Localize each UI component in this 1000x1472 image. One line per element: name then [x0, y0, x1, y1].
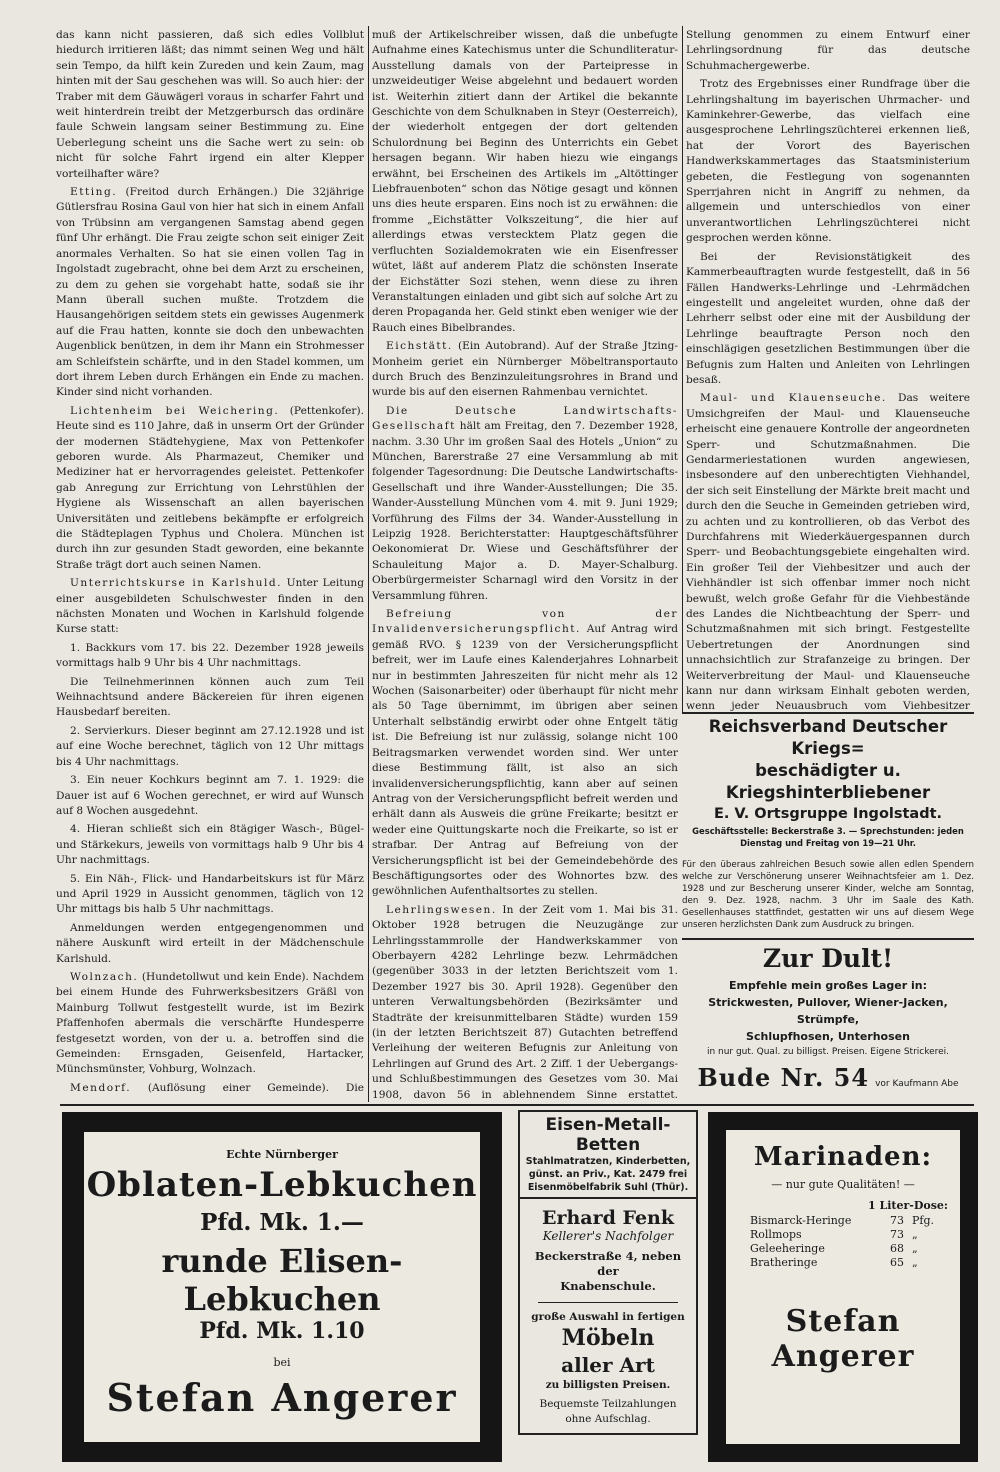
ad-address: Knabenschule.: [560, 1279, 656, 1293]
article-heading: Lehrlingswesen.: [386, 903, 497, 916]
section-divider: [682, 712, 974, 714]
notice-office-hours: Geschäftsstelle: Beckerstraße 3. — Sprechstunden: jeden Dienstag und Freitag von 19—21 Uhr.: [692, 826, 964, 848]
ad-merchant: Erhard Fenk: [541, 1207, 675, 1229]
article-paragraph: Die Deutsche Landwirtschafts-Gesellschaft hält am Freitag, den 7. Dezember 1928, nachm. 3.30 Uhr im großen Saal des Hotels „Union“ zu München, Barerstraße 27 eine Versammlung ab mit folgender Tagesordnung: Die Deutsche Landwirtschafts-Gesellschaft und ihre Wander-Ausstellungen; Die 35. Wander-Ausstellung München vom 4. mit 9. Juni 1929; Vorführung des Films der 34. Wander-Ausstellung in Leipzig 1928. Berichterstatter: Hauptgeschäftsführer Oekonomierat Dr. Wiese und Geschäftsführer der Schauleitung Major a. D. Mayer-Schalburg. Oberbürgermeister Scharnagl wird den Vorsitz in der Versammlung führen.: [372, 404, 678, 602]
dult-advertisement: [682, 940, 974, 1092]
price-name: Rollmops: [750, 1228, 802, 1241]
article-paragraph: Mendorf. (Auflösung einer Gemeinde). Die: [70, 1081, 364, 1094]
article-paragraph: Lichtenheim bei Weichering. (Pettenkofer). Heute sind es 110 Jahre, daß in unserm Ort der Gründer der modernen Städtehygiene, Max von Pettenkofer geboren wurde. Als Pharmazeut, Chemiker und Mediziner hat er hervorragendes geleistet. Pettenkofer gab Anregung zur Errichtung von Lehrstühlen der Hygiene als Wissenschaft an allen bayerischen Universitäten und zeitlebens bekämpfte er erfolgreich die Städteplagen Typhus und Cholera. München ist durch ihn zur gesunden Stadt geworden, eine bekannte Straße trägt dort auch seinen Namen.: [56, 404, 364, 571]
ad-booth: [682, 1063, 974, 1092]
price-name: Bratheringe: [750, 1256, 818, 1269]
reichsverband-notice: [682, 716, 974, 938]
article-paragraph: Eichstätt. (Ein Autobrand). Auf der Straße Jtzing-Monheim geriet ein Nürnberger Möbeltransportauto durch Bruch des Benzinzuleitungsrohres in Brand und wurde bis auf den eisernen Rahmenbau vernichtet.: [372, 340, 678, 399]
article-paragraph: Bei der Revisionstätigkeit des Kammerbeauftragten wurde festgestellt, daß in 56 Fällen Handwerks-Lehrlinge und -Lehrmädchen eingestellt und angeleitet wurden, ohne daß der Lehrherr selbst oder eine mit der Ausbildung der Lehrlinge beauftragte Person noch den einschlägigen gesetzlichen Bestimmungen über die Befugnis zum Halten und Anleiten von Lehrlingen besaß.: [686, 250, 970, 386]
ad-line: — nur gute Qualitäten! —: [771, 1178, 915, 1191]
price-unit: „: [912, 1242, 918, 1255]
notice-body: Für den überaus zahlreichen Besuch sowie allen edlen Spendern welche zur Verschönerung unserer Weihnachtsfeier am 1. Dez. 1928 und zur Bescherung unserer Kinder, welche am Sonntag, den 9. Dez. 1928, nachm. 3 Uhr im Saale des Kath. Gesellenhauses stattfindet, gestatten wir uns auf diesem Wege unseren herzlichsten Dank zum Ausdruck zu bringen.: [682, 860, 974, 930]
article-paragraph: Unterrichtskurse in Karlshuld. Unter Leitung einer ausgebildeten Schulschwester finden in den nächsten Monaten und Wochen in Karlshuld folgende Kurse statt:: [56, 577, 364, 636]
article-heading: Die Deutsche Landwirtschafts-Gesellschaft: [372, 404, 678, 433]
ad-line: Echte Nürnberger: [226, 1148, 338, 1161]
ad-price: Pfd. Mk. 1.10: [199, 1318, 365, 1344]
price-price: 73: [890, 1214, 904, 1227]
ad-line: bei: [273, 1356, 291, 1369]
ad-product: runde Elisen-Lebkuchen: [161, 1242, 403, 1318]
ad-title: Marinaden:: [753, 1142, 933, 1172]
notice-title-line: Reichsverband Deutscher Kriegs=: [708, 717, 948, 758]
price-row: [746, 1242, 956, 1256]
article-paragraph: Befreiung von der Invalidenversicherungspflicht. Auf Antrag wird gemäß RVO. § 1239 von der Versicherungspflicht befreit, wer im Laufe eines Kalenderjahres Lohnarbeit nur in bestimmten Jahreszeiten für nicht mehr als 12 Wochen (Saisonarbeiter) oder überhaupt für nicht mehr als 50 Tage übernimmt, im übrigen aber seinen Unterhalt selbständig erwirbt oder ohne Entgelt tätig ist. Die Befreiung ist nur zulässig, solange nicht 100 Beitragsmarken verwendet worden sind. Wer unter diese Bestimmung fällt, ist also an sich invalidenversicherungspflichtig, kann aber auf seinen Antrag von der Versicherungspflicht befreit werden und erhält dann als Ausweis die grüne Freikarte; besitzt er weder eine Quittungskarte noch die Freikarte, so ist er strafbar. Der Antrag auf Befreiung von der Versicherungspflicht ist bei der Gemeindebehörde des Beschäftigungsortes oder des Wohnortes bzw. des gewöhnlichen Aufenthaltsortes zu stellen.: [372, 608, 678, 898]
ad-booth-number: Bude Nr. 54: [697, 1063, 870, 1092]
price-row: [746, 1214, 956, 1228]
article-heading: Mendorf.: [70, 1081, 132, 1094]
price-price: 65: [890, 1256, 904, 1269]
notice-title-line: beschädigter u. Kriegshinterbliebener: [725, 761, 931, 802]
section-divider: [60, 1104, 974, 1106]
ad-line: Bequemste Teilzahlungen: [539, 1398, 677, 1410]
article-paragraph: Trotz des Ergebnisses einer Rundfrage über die Lehrlingshaltung im bayerischen Uhrmacher- und Kaminkehrer-Gewerbe, das vielfach eine ausgesprochene Lehrlingszüchterei erkennen ließ, hat der Vorort des Bayerischen Handwerkskammertages das Staatsministerium gebeten, die Festlegung von sogenannten Sperrjahren nicht in Angriff zu nehmen, da allgemein und unterschiedlos von einer unverantwortlichen Lehrlingszüchterei nicht gesprochen werden könne.: [686, 78, 970, 245]
article-paragraph: das kann nicht passieren, daß sich edles Vollblut hiedurch irritieren läßt; das nimmt seinen Weg und hält sein Tempo, da hilft kein Zureden und kein Zaum, mag hinten mit der Sau geschehen was will. So auch hier: der Traber mit dem Gäuwägerl voraus in scharfer Fahrt und weit hinterdrein treibt der Metzgerbursch das ordinäre faule Schwein langsam seiner Bestimmung zu. Eine Ueberlegung scheint uns die Sache wert zu sein: ob nicht für solche Fahrt irgend ein alter Klepper vorteilhafter wäre?: [56, 29, 364, 180]
ad-line: zu billigsten Preisen.: [545, 1379, 671, 1391]
price-price: 73: [890, 1228, 904, 1241]
article-heading: Wolnzach.: [70, 970, 139, 983]
ad-line: Strickwesten, Pullover, Wiener-Jacken, Strümpfe,: [708, 996, 948, 1026]
article-heading: Etting.: [70, 186, 118, 199]
column-divider: [368, 26, 369, 1102]
column-divider: [682, 26, 683, 712]
article-heading: Befreiung von der Invalidenversicherungspflicht.: [372, 608, 678, 636]
ad-product: aller Art: [561, 1353, 655, 1377]
price-price: 68: [890, 1242, 904, 1255]
ad-line: Kellerer's Nachfolger: [542, 1229, 674, 1243]
ad-booth-note: vor Kaufmann Abe: [875, 1079, 959, 1089]
ad-divider: [538, 1302, 678, 1303]
price-row: [746, 1228, 956, 1242]
ad-line: in nur gut. Qual. zu billigst. Preisen. Eigene Strickerei.: [706, 1047, 950, 1057]
ad-price: Pfd. Mk. 1.—: [200, 1209, 364, 1236]
betten-ad: [518, 1110, 698, 1199]
article-heading: Eichstätt.: [386, 340, 453, 353]
ad-line: Stahlmatratzen, Kinderbetten, günst. an Priv., Kat. 2479 frei Eisenmöbelfabrik Suhl (Thür).: [525, 1156, 691, 1193]
article-paragraph: 2. Servierkurs. Dieser beginnt am 27.12.1928 und ist auf eine Woche berechnet, täglich von 12 Uhr mittags bis 4 Uhr nachmittags.: [56, 724, 364, 768]
fenk-advertisement: [518, 1110, 698, 1462]
article-paragraph: Etting. (Freitod durch Erhängen.) Die 32jährige Gütlersfrau Rosina Gaul von hier hat sich in einem Anfall von Trübsinn am vergangenen Samstag abend gegen fünf Uhr erhängt. Die Frau zeigte schon seit einiger Zeit anormales Verhalten. So hat sie einen vollen Tag in Ingolstadt zugebracht, ohne bei dem Arzt zu erscheinen, zu dem zu gehen sie vorgehabt hatte, sodaß sie ihr Mann überall suchen mußte. Trotzdem die Hausangehörigen seitdem stets ein gewisses Augenmerk auf die Frau hatten, konnte sie doch den unbewachten Augenblick benützen, in dem ihr Mann ein Strohmesser am Schleifstein schärfte, und in den Stadel kommen, um dort ihrem Leben durch Erhängen ein Ende zu machen. Kinder sind nicht vorhanden.: [56, 186, 364, 399]
oblaten-advertisement: [84, 1132, 480, 1442]
article-heading: Unterrichtskurse in Karlshuld.: [70, 577, 283, 590]
ad-address: Beckerstraße 4, neben der: [534, 1249, 682, 1278]
article-paragraph: 5. Ein Näh-, Flick- und Handarbeitskurs ist für März und April 1929 in Aussicht genommen, täglich von 12 Uhr mittags bis halb 5 Uhr nachmittags.: [56, 872, 364, 916]
ad-title: Zur Dult!: [762, 944, 894, 973]
article-paragraph: Lehrlingswesen. In der Zeit vom 1. Mai bis 31. Oktober 1928 betrugen die Neuzugänge zur Lehrlingsstammrolle der Handwerkskammer von Oberbayern 4282 Lehrlinge bezw. Lehrmädchen (gegenüber 3033 in der letzten Berichtszeit vom 1. Dezember 1927 bis 30. April 1928). Gegenüber den unteren Verwaltungsbehörden (Bezirksämter und Stadträte der kreisunmittelbaren Städte) wurden 159 (in der letzten Berichtszeit 87) Gutachten betreffend Verleihung der weiteren Befugnis zur Anleitung von Lehrlingen auf Grund des Art. 2 Ziff. 1 der Uebergangs- und Schlußbestimmungen des Gesetzes vom 30. Mai 1908, davon 56 in ablehnendem Sinne erstattet.: [372, 903, 678, 1100]
article-column-1: [56, 28, 364, 1098]
price-unit: „: [912, 1256, 918, 1269]
ad-line: Empfehle mein großes Lager in:: [729, 979, 927, 992]
ad-title: Eisen-Metall-Betten: [545, 1115, 671, 1155]
ad-line: große Auswahl in fertigen: [531, 1311, 685, 1323]
article-paragraph: Maul- und Klauenseuche. Das weitere Umsichgreifen der Maul- und Klauenseuche erheischt eine genauere Kontrolle der angeordneten Sperr- und Schutzmaßnahmen. Die Gendarmeriestationen wurden angewiesen, insbesondere auf den unberechtigten Viehhandel, der sich seit Einstellung der Märkte breit macht und durch den die Seuche in Gemeinden getrieben wird, zu achten und zu kontrollieren, ob das Verbot des Durchfahrens mit Wiederkäuergespannen durch Sperr- und Beobachtungsgebiete eingehalten wird. Ein großer Teil der Viehbesitzer und auch der Viehhändler ist sich offenbar immer noch nicht bewußt, welch große Gefahr für die Viehbestände des Landes die Nichtbeachtung der Sperr- und Schutzmaßnahmen mit sich bringt. Festgestellte Uebertretungen der Anordnungen sind unnachsichtlich zur Strafanzeige zu bringen. Der Weiterverbreitung der Maul- und Klauenseuche kann nur dann wirksam Einhalt geboten werden, wenn jeder Neuausbruch vom Viehbesitzer: [686, 392, 970, 712]
ad-product: Oblaten-Lebkuchen: [86, 1165, 478, 1205]
price-unit: „: [912, 1228, 918, 1241]
ad-product: Möbeln: [561, 1325, 655, 1351]
price-unit: Pfg.: [912, 1214, 935, 1227]
ad-line: 1 Liter-Dose:: [868, 1199, 948, 1212]
ad-merchant: Stefan Angerer: [106, 1375, 458, 1420]
article-column-2: [372, 28, 678, 1100]
moebel-ad: [518, 1199, 698, 1435]
article-heading: Lichtenheim bei Weichering.: [70, 404, 280, 417]
article-paragraph: Wolnzach. (Hundetollwut und kein Ende). Nachdem bei einem Hunde des Fuhrwerksbesitzers Gräßl von Mainburg Tollwut festgestellt wurde, ist im Bezirk Pfaffenhofen abermals die verschärfte Hundesperre festgesetzt worden, von der u. a. betroffen sind die Gemeinden: Ernsgaden, Geisenfeld, Hartacker, Münchsmünster, Vohburg, Wolnzach.: [56, 970, 364, 1076]
ad-line: ohne Aufschlag.: [565, 1413, 651, 1425]
price-row: [746, 1256, 956, 1270]
ad-merchant: Stefan Angerer: [771, 1304, 915, 1374]
article-heading: Maul- und Klauenseuche.: [700, 392, 887, 405]
marinaden-advertisement: [726, 1130, 960, 1444]
article-column-3: [686, 28, 970, 712]
price-name: Geleeheringe: [750, 1242, 825, 1255]
price-list: [746, 1214, 956, 1270]
article-paragraph: 3. Ein neuer Kochkurs beginnt am 7. 1. 1929: die Dauer ist auf 6 Wochen gerechnet, er wird auf Wunsch auf 8 Wochen ausgedehnt.: [56, 774, 364, 817]
article-paragraph: 4. Hieran schließt sich ein 8tägiger Wasch-, Bügel- und Stärkekurs, jeweils von vormittags halb 9 Uhr bis 4 Uhr nachmittags.: [56, 823, 364, 867]
notice-subtitle: E. V. Ortsgruppe Ingolstadt.: [713, 806, 943, 822]
article-paragraph: Anmeldungen werden entgegengenommen und nähere Auskunft wird erteilt in der Mädchenschule Karlshuld.: [56, 921, 364, 965]
article-paragraph: Die Teilnehmerinnen können auch zum Teil Weihnachtsund andere Bäckereien für ihren eigenen Hausbedarf bereiten.: [56, 675, 364, 719]
article-paragraph: 1. Backkurs vom 17. bis 22. Dezember 1928 jeweils vormittags halb 9 Uhr bis 4 Uhr nachmittags.: [56, 641, 364, 670]
ad-line: Schlupfhosen, Unterhosen: [746, 1030, 910, 1043]
article-paragraph: muß der Artikelschreiber wissen, daß die unbefugte Aufnahme eines Katechismus unter die Schundliteratur-Ausstellung damals von der Parteipresse in unzweideutiger Weise abgelehnt und bedauert worden ist. Weiterhin zitiert dann der Artikel die bekannte Geschichte von dem Schulknaben in Steyr (Oesterreich), der wiederholt entgegen der dort geltenden Schulordnung bei Beginn des Unterrichts ein Gebet hersagen begann. Wir haben hiezu wie eingangs erwähnt, bei Erscheinen des Artikels im „Altöttinger Liebfrauenboten“ schon das Nötige gesagt und können uns dies heute ersparen. Eins noch ist zu erwähnen: die fromme „Eichstätter Volkszeitung“, die hier auf allerdings etwas verstecktem Platz gegen die verfluchten Sozialdemokraten wie ein Eisenfresser wütet, läßt auf anderem Platz die schönsten Inserate der Eichstätter Sozi stehen, wenn diese zu ihren Veranstaltungen einladen und gibt sich auf solche Art zu deren Propaganda her. Geld stinkt eben weniger wie der Rauch eines Bibelbrandes.: [372, 29, 678, 334]
price-name: Bismarck-Heringe: [750, 1214, 852, 1227]
article-paragraph: Stellung genommen zu einem Entwurf einer Lehrlingsordnung für das deutsche Schuhmachergewerbe.: [686, 29, 970, 72]
